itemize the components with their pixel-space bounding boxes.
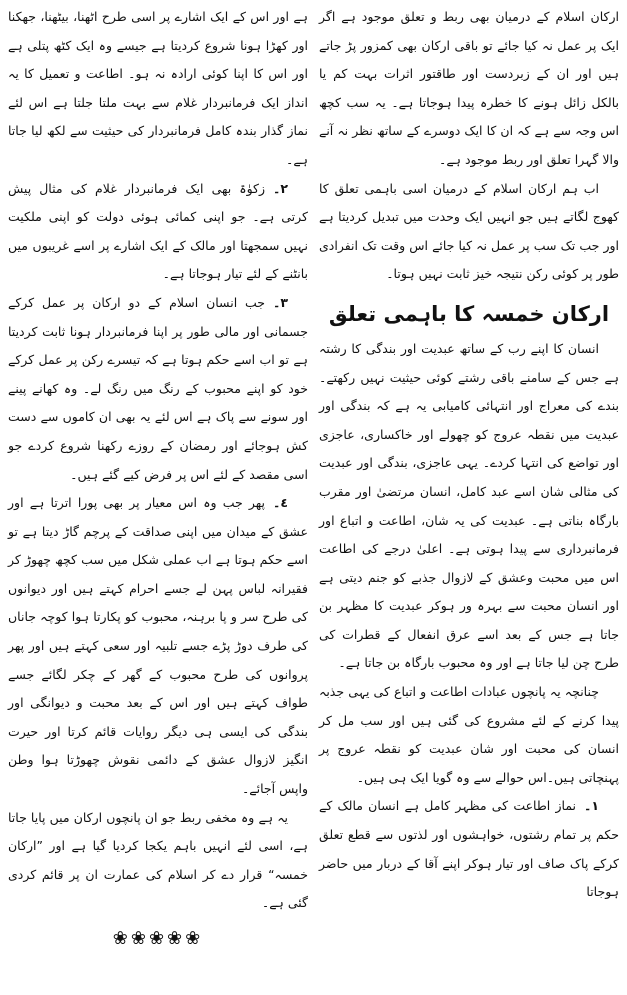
paragraph-conclusion: یہ ہے وہ مخفی ربط جو ان پانچوں ارکان میں پایا جاتا ہے، اسی لئے انہیں باہم یکجا کردیا گیا ہے اور ”ارکان خمسہ“ قرار دے کر اسلام کی عمارت ان پر قائم کردی گئی ہے۔: [8, 809, 308, 911]
list-item-number: ٤۔: [273, 495, 288, 511]
ornament-divider: ❀❀❀❀❀: [112, 928, 204, 949]
list-item-fasting: [8, 289, 308, 489]
list-item-number: ٢۔: [273, 180, 288, 196]
list-item-hajj: [8, 489, 308, 804]
list-item-prayer: [319, 792, 619, 906]
list-item-text: پھر جب وہ اس معیار پر بھی پورا اترتا ہے اور عشق کے میدان میں اپنی صداقت کے پرچم گاڑ دیتا ہے تو اسے حکم ہوتا ہے اب عملی شکل میں سب کچھ چھوڑ کر فقیرانہ لباس پہن لے جسے احرام کہتے ہیں اور دیوانوں کی طرح سر و پا برہنہ، محبوب کو پکارتا ہوا کوچہ جاناں کی طرف دوڑ پڑے جسے تلبیہ اور سعی کہتے ہیں اور پھر پروانوں کی طرح محبوب کے گھر کے چکر لگائے جسے طواف کہتے ہیں اور اس کے بعد محبت و دیوانگی اور بندگی کی ایسی ہی دیگر روایات قائم کرتا اور حیرت انگیز لازوال عشق کے دائمی نقوش چھوڑتا ہوا وطن واپس آجائے۔: [8, 495, 308, 797]
list-item-text: جب انسان اسلام کے دو ارکان پر عمل کرکے جسمانی اور مالی طور پر اپنا فرمانبردار ہونا ثابت کردیتا ہے تو اب اسے حکم ہوتا ہے کہ تیسرے رکن پر عمل کرکے خود کو اپنے محبوب کے رنگ میں رنگ لے۔ وہ کھانے پینے اور سونے سے پاک ہے اس لئے یہ بھی ان کاموں سے دست کش ہوجائے اور رمضان کے روزے رکھنا شروع کردے جو اسی مقصد کے لئے اس پر فرض کیے گئے ہیں۔: [8, 294, 308, 482]
paragraph-intro: ارکان اسلام کے درمیان بھی ربط و تعلق موجود ہے اگر ایک پر عمل نہ کیا جائے تو باقی ارکان بھی کمزور پڑ جاتے ہیں اور ان کے زبردست اور طاقتور اثرات بہت کم یا بالکل زائل ہونے کا خطرہ پیدا ہوجاتا ہے۔ یہ سب کچھ اس وجہ سے ہے کہ ان کا ایک دوسرے کے ساتھ نظر نہ آنے والا گہرا تعلق اور ربط موجود ہے۔: [319, 9, 619, 167]
list-item-zakat: [8, 175, 308, 289]
paragraph-servitude: انسان کا اپنے رب کے ساتھ عبدیت اور بندگی کا رشتہ ہے جس کے سامنے باقی رشتے کوئی حیثیت نہیں رکھتے۔ بندے کی معراج اور انتہائی کامیابی یہ ہے کہ بندگی اور عبدیت میں نقطہ عروج کو چھولے اور خاکساری، عاجزی اور تواضع کی انتہا کردے۔ یہی عاجزی، بندگی اور عبدیت کی مثالی شان اسے عبد کامل، انسان مرتضیٰ اور مقرب بارگاہ بناتی ہے۔ عبدیت کی یہ شان، اطاعت و اتباع اور فرمانبرداری سے پیدا ہوتی ہے۔ اعلیٰ درجے کی اطاعت اس میں محبت وعشق کے لازوال جذبے کو جنم دیتی ہے اور انسان محبت سے بہرہ ور ہوکر عبدیت کا مظہر بن جاتا ہے جس کے بعد اسے عرق انفعال کے قطرات کی طرح چن لیا جاتا ہے اور وہ محبوب بارگاہ بن جاتا ہے۔: [319, 340, 619, 671]
paragraph-five-worships: چنانچہ یہ پانچوں عبادات اطاعت و اتباع کی یہی جذبہ پیدا کرنے کے لئے مشروع کی گئی ہیں اور سب مل کر انسان کی محبت اور شان عبدیت کو نقطہ عروج پر پہنچاتی ہیں۔اس حوالے سے وہ گویا ایک ہی ہیں۔: [319, 684, 619, 785]
left-column: [8, 3, 308, 954]
list-item-text: نماز اطاعت کی مظہر کامل ہے انسان مالک کے حکم پر تمام رشتوں، خواہشوں اور لذتوں سے قطع تعلق کرکے پاک صاف اور تیار ہوکر اپنے آقا کے دربار میں حاضر ہوجاتا: [319, 798, 619, 900]
list-item-text: زکوٰۃ بھی ایک فرمانبردار غلام کی مثال پیش کرتی ہے۔ جو اپنی کمائی ہوئی دولت کو اپنی ملکیت نہیں سمجھتا اور مالک کے ایک اشارے پر اسے غریبوں میں بانٹنے کے لئے تیار ہوجاتا ہے۔: [8, 180, 308, 282]
section-heading: ارکان خمسہ کا باہمی تعلق: [328, 301, 610, 326]
right-column: [319, 3, 619, 907]
paragraph-search-link: اب ہم ارکان اسلام کے درمیان اسی باہمی تعلق کا کھوج لگاتے ہیں جو انہیں ایک وحدت میں تبدیل کردیتا ہے اور جب تک سب پر عمل نہ کیا جائے اس وقت تک انفرادی طور پر کوئی رکن نتیجہ خیز ثابت نہیں ہوتا۔: [319, 180, 619, 282]
list-item-number: ١۔: [584, 798, 599, 814]
list-item-number: ٣۔: [273, 294, 288, 310]
paragraph-prayer-continued: ہے اور اس کے ایک اشارے پر اسی طرح اٹھنا، بیٹھنا، جھکنا اور کھڑا ہونا شروع کردیتا ہے جیسے وہ ایک کٹھ پتلی ہے اور اس کا اپنا کوئی ارادہ نہ ہو۔ اطاعت و تعمیل کا یہ انداز ایک فرمانبردار غلام سے بہت ملتا جلتا ہے اس لئے نماز گذار بندہ کامل فرمانبردار کی حیثیت سے لکھ لیا جاتا ہے۔: [8, 9, 308, 167]
